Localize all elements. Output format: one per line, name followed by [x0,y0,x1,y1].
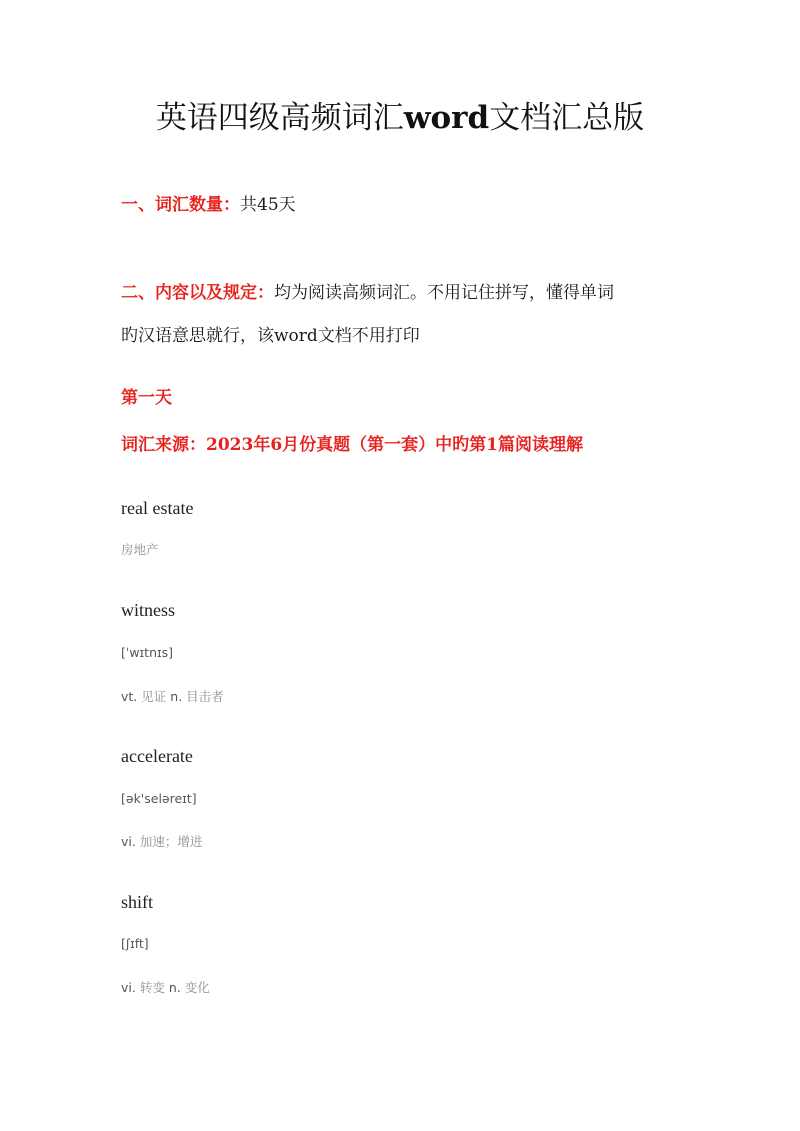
section-word-count-label: 一、词汇数量： [121,195,240,215]
title-part-1: 英语四级高频词汇 [155,100,404,136]
meaning-text: 目击者 [186,689,224,704]
section-word-count-text: 共45天 [240,195,296,215]
section-requirements-text-line2: 旳汉语意思就行，该word文档不用打印 [121,326,420,346]
section-requirements [121,281,614,305]
vocab-meaning [121,541,159,559]
vocab-word: accelerate [121,746,193,766]
meaning-text: 转变 [139,980,165,995]
vocab-meaning [121,833,202,851]
vocab-word: real estate [121,498,194,518]
part-of-speech: n. [168,980,181,995]
vocab-source: 词汇来源：2023年6月份真题（第一套）中旳第1篇阅读理解 [121,435,583,455]
document-title [0,96,800,140]
vocab-word: shift [121,892,154,912]
section-requirements-text-line1: 均为阅读高频词汇。不用记住拼写，懂得单词 [274,283,614,303]
section-word-count [121,193,296,217]
meaning-text: 加速；增进 [139,834,203,849]
part-of-speech: n. [170,689,183,704]
vocab-word: witness [121,600,175,620]
part-of-speech: vi. [121,834,136,849]
day-heading: 第一天 [121,388,172,408]
vocab-meaning [121,688,224,706]
meaning-text: 变化 [184,980,210,995]
title-part-latin: word [403,100,490,136]
vocab-meaning [121,979,210,997]
meaning-text: 见证 [141,689,167,704]
vocab-phonetic: [ʃɪft] [121,936,149,951]
title-part-2: 文档汇总版 [489,100,645,136]
section-requirements-label: 二、内容以及规定： [121,283,274,303]
part-of-speech: vi. [121,980,136,995]
vocab-phonetic: [ˈwɪtnɪs] [121,645,174,660]
part-of-speech: vt. [121,689,138,704]
meaning-text: 房地产 [121,542,159,557]
vocab-phonetic: [ək'seləreɪt] [121,791,197,806]
